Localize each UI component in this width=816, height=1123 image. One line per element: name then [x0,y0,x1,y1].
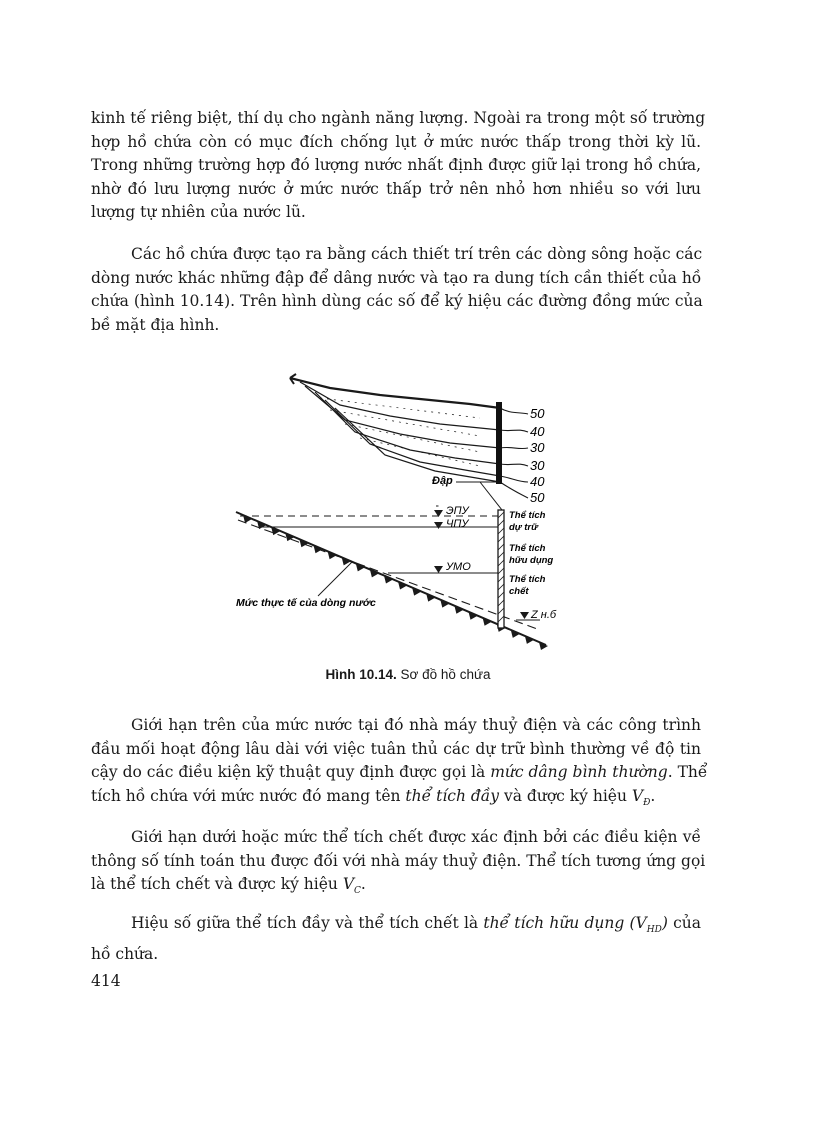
contour-label: 30 [530,440,545,455]
dam-plan [496,402,502,484]
text-line: bề mặt địa hình. [91,315,220,334]
dam-section [498,510,504,628]
contour-label: 50 [530,490,545,505]
text-line: chứa (hình 10.14). Trên hình dùng các số để ký hiệu các đường đồng mức của [91,292,703,310]
svg-text:chết: chết [509,586,529,597]
text-line: hợp hồ chứa còn có mục đích chống lụt ở mức nước thấp trong thời kỳ lũ. [91,132,701,151]
level-marker-tailwater [516,609,557,621]
text-line: là thể tích chết và được ký hiệu $V_C$. [91,875,366,897]
paragraph-2 [91,243,701,337]
text-line: kinh tế riêng biệt, thí dụ cho ngành năng lượng. Ngoài ra trong một số trường [91,109,706,127]
text-line: Trong những trường hợp đó lượng nước nhất định được giữ lại trong hồ chứa, [91,156,701,174]
contour-label: 40 [530,474,545,489]
text-line: Hiệu số giữa thể tích đầy và thể tích chết là thể tích hữu dụng $(V_{HD})$ của [131,914,701,936]
text-line: dòng nước khác những đập để dâng nước và tạo ra dung tích cần thiết của hồ [91,268,702,287]
stream-label: Mức thực tế của dòng nước [236,597,376,609]
caption-label: Hình 10.14. [325,667,397,682]
text-line: Giới hạn trên của mức nước tại đó nhà máy thuỷ điện và các công trình [131,716,701,734]
paragraph-3 [91,714,708,815]
svg-text:Thể tích: Thể tích [509,574,546,585]
text-line: Các hồ chứa được tạo ra bằng cách thiết trí trên các dòng sông hoặc các [131,245,703,263]
page-number: 414 [91,972,121,990]
svg-text:Thể tích: Thể tích [509,543,546,554]
svg-text:УМО: УМО [446,561,471,573]
dam-label: Đập [432,475,453,487]
level-marker-epu [434,505,470,517]
text-line: tích hồ chứa với mức nước đó mang tên thể tích đầy và được ký hiệu $V_Đ$. [91,786,656,808]
term-useful-volume: thể tích hữu dụng $(V_{HD})$ [483,914,668,936]
symbol-subscript: HD [646,925,662,936]
stream-level-line [238,520,540,630]
contour-label: 50 [530,406,545,421]
svg-text:Thể tích: Thể tích [509,510,546,521]
volume-label-reserve [509,510,546,533]
contour-label: 40 [530,424,545,439]
symbol-v: V [631,786,644,805]
svg-text:ЧПУ: ЧПУ [446,518,469,530]
text-line: thông số tính toán thu được đối với nhà máy thuỷ điện. Thể tích tương ứng gọi [91,851,706,870]
contour-label: 30 [530,458,545,473]
svg-text:Z н.б: Z н.б [531,609,557,621]
text-line: cậy do các điều kiện kỹ thuật quy định được gọi là mức dâng bình thường. Thể [91,763,708,781]
text-line: đầu mối hoạt động lâu dài với việc tuân thủ các dự trữ bình thường về độ tin [91,739,701,758]
volume-label-dead [509,574,546,597]
paragraph-1 [91,107,706,225]
terrain-hillside [290,374,500,482]
level-marker-chpu [434,518,469,530]
stream-leader [318,562,352,596]
term-normal-level: mức dâng bình thường [490,763,668,781]
level-marker-umo [434,561,471,573]
caption-text: Sơ đồ hồ chứa [400,667,491,682]
paragraph-4 [91,826,706,904]
text-line: lượng tự nhiên của nước lũ. [91,203,306,221]
reservoir-diagram [0,365,816,665]
volume-label-useful [509,543,553,566]
dam-section-leader [480,482,502,510]
svg-text:dự trữ: dự trữ [509,522,538,533]
text-line: nhờ đó lưu lượng nước ở mức nước thấp trở nên nhỏ hơn nhiều so với lưu [91,179,701,198]
symbol-subscript: Đ [643,797,651,808]
symbol-v: V [342,875,355,893]
text-line: Giới hạn dưới hoặc mức thể tích chết được xác định bởi các điều kiện về [131,828,701,846]
text-line: hồ chứa. [91,944,159,963]
svg-text:hữu dụng: hữu dụng [509,555,554,566]
figure-caption [0,667,816,682]
contour-leaders [500,408,528,498]
term-full-volume: thể tích đầy [405,786,500,805]
svg-text:ЭПУ: ЭПУ [446,505,469,517]
symbol-subscript: C [354,886,361,897]
paragraph-5 [91,912,701,966]
